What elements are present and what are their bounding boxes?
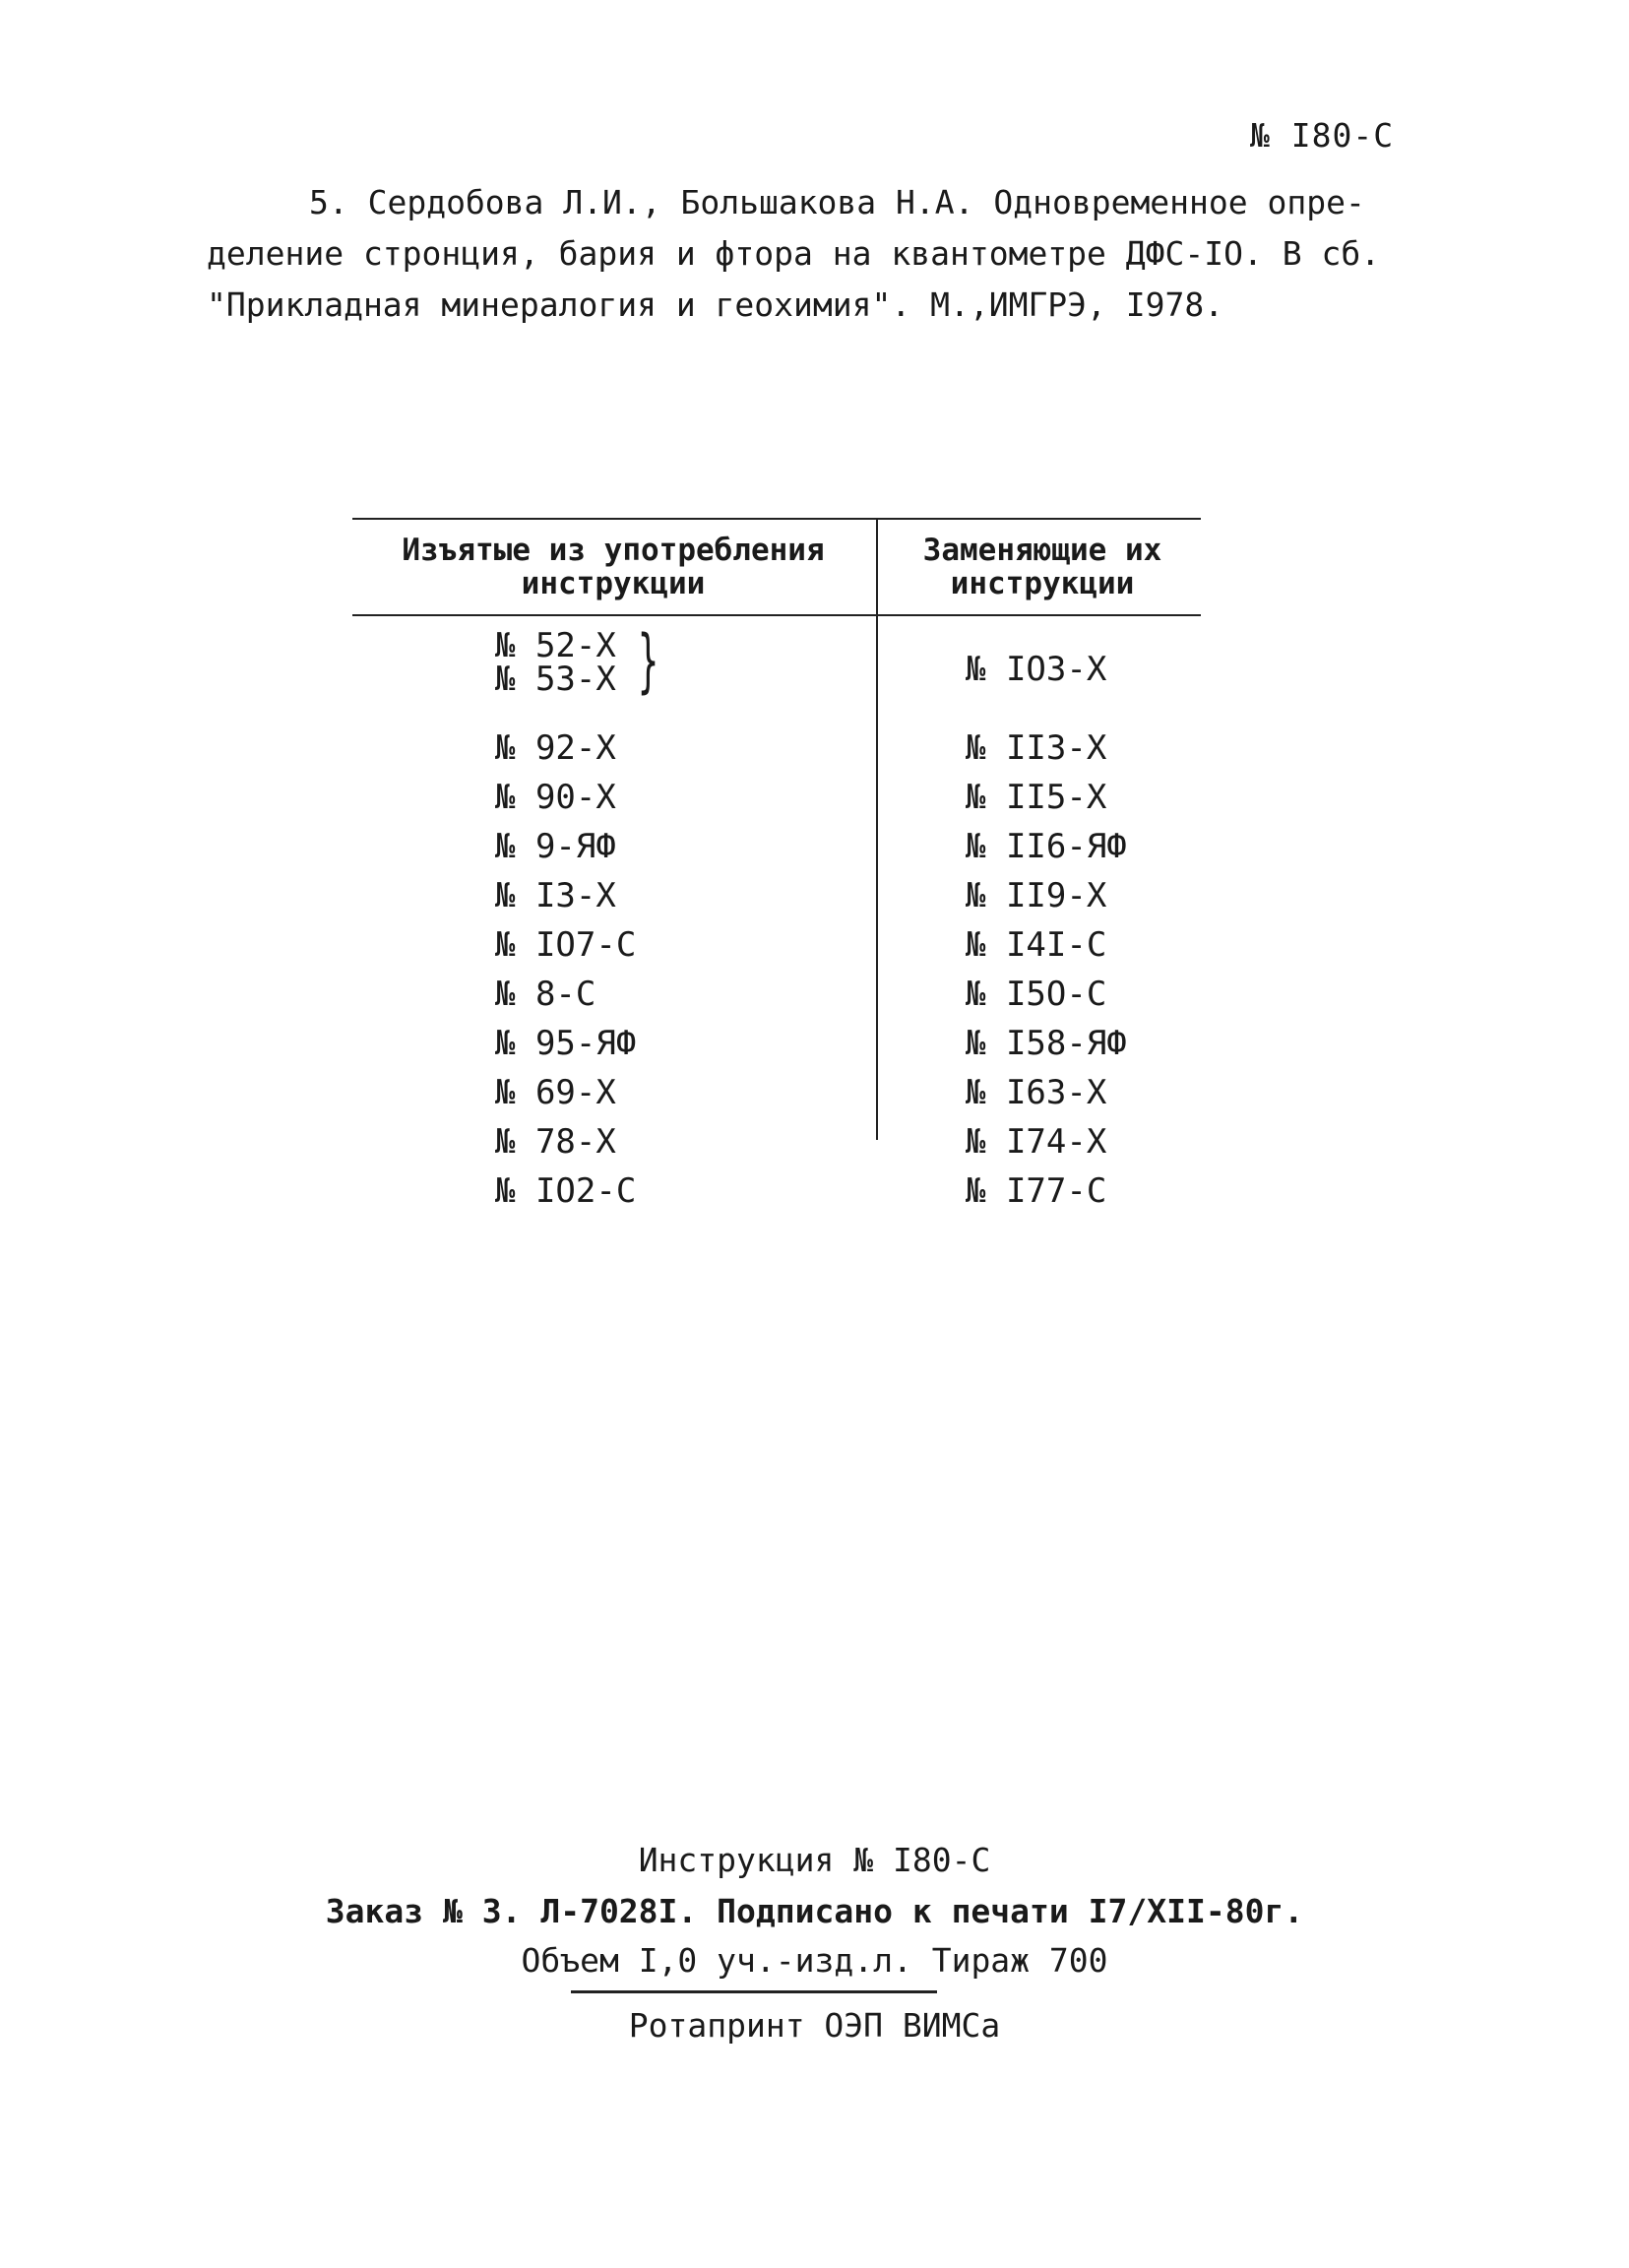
table-row <box>352 969 1201 1018</box>
replacing-cell: № I74-Х <box>966 1122 1107 1162</box>
reference-line-2: деление стронция, бария и фтора на квантометре ДФС-IO. В сб. <box>207 234 1381 273</box>
withdrawn-cell: № 52-Х <box>495 626 616 665</box>
table-row <box>352 772 1201 821</box>
colophon-volume: Объем I,0 уч.-изд.л. Тираж 700 <box>521 1941 1108 1980</box>
replacing-cell: № I4I-С <box>966 925 1107 965</box>
reference-line-1: 5. Сердобова Л.И., Большакова Н.А. Одновременное опре- <box>309 183 1365 221</box>
withdrawn-cell: № 78-Х <box>495 1122 616 1162</box>
table-row <box>352 616 1201 723</box>
table-header <box>352 518 1201 616</box>
replacing-cell: № II5-Х <box>966 778 1107 817</box>
table-row <box>352 1166 1201 1215</box>
withdrawn-cell: № IO2-С <box>495 1171 637 1211</box>
header-replacing: Заменяющие их инструкции <box>922 533 1162 601</box>
table-row <box>352 1067 1201 1116</box>
withdrawn-cell: № 92-Х <box>495 728 616 768</box>
header-withdrawn: Изъятые из употребления инструкции <box>402 533 825 601</box>
withdrawn-cell: № 8-С <box>495 975 596 1014</box>
reference-line-3: "Прикладная минералогия и геохимия". М.,ИМГРЭ, I978. <box>207 285 1224 324</box>
withdrawn-cell: № 90-Х <box>495 778 616 817</box>
instructions-table <box>352 518 1201 1215</box>
colophon-order: Заказ № 3. Л-7028I. Подписано к печати I7/XII-80г. <box>325 1892 1304 1930</box>
replacing-cell: № I77-С <box>966 1171 1107 1211</box>
colophon-printer: Ротапринт ОЭП ВИМСа <box>628 2006 1001 2045</box>
replacing-cell: № II3-Х <box>966 728 1107 768</box>
colophon-instruction: Инструкция № I80-С <box>638 1841 991 1879</box>
withdrawn-cell: № IO7-С <box>495 925 637 965</box>
table-row <box>352 723 1201 772</box>
withdrawn-cell: № 69-Х <box>495 1073 616 1112</box>
page-number: № I80-С <box>1250 116 1395 155</box>
replacing-cell: № I58-ЯФ <box>966 1024 1127 1063</box>
table-row <box>352 821 1201 870</box>
replacing-cell: № IO3-Х <box>966 650 1107 689</box>
table-row <box>352 870 1201 919</box>
table-row <box>352 1116 1201 1166</box>
brace-icon: } <box>638 620 659 701</box>
replacing-cell: № II6-ЯФ <box>966 827 1127 866</box>
table-row <box>352 1018 1201 1067</box>
table-row <box>352 919 1201 969</box>
colophon-divider <box>571 1990 937 1993</box>
withdrawn-cell: № 9-ЯФ <box>495 827 616 866</box>
replacing-cell: № I5O-С <box>966 975 1107 1014</box>
reference-entry <box>207 177 1427 331</box>
replacing-cell: № I63-Х <box>966 1073 1107 1112</box>
withdrawn-cell: № 95-ЯФ <box>495 1024 637 1063</box>
table-body <box>352 616 1201 1215</box>
replacing-cell: № II9-Х <box>966 876 1107 915</box>
withdrawn-cell: № 53-Х <box>495 660 616 699</box>
withdrawn-cell: № I3-Х <box>495 876 616 915</box>
